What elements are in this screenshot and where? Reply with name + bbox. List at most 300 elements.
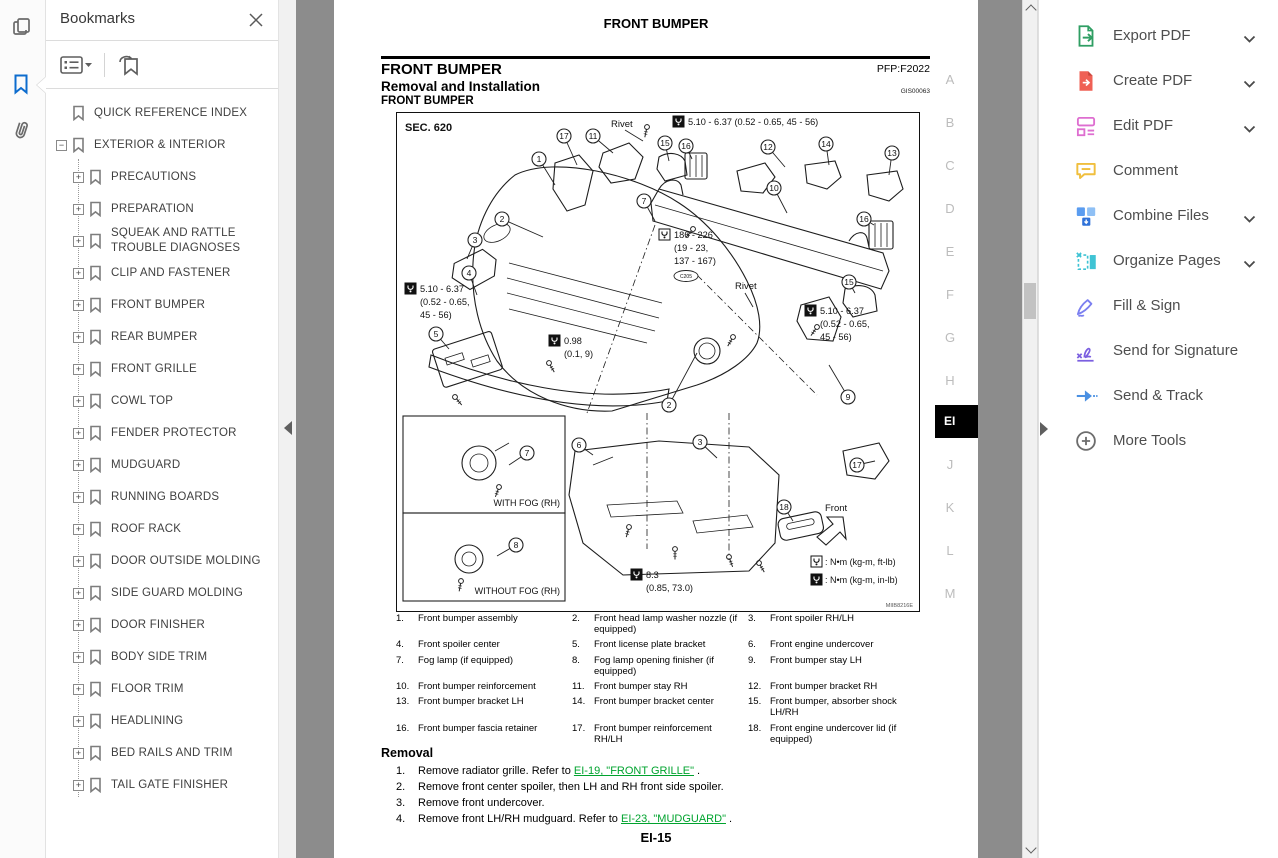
screws	[452, 124, 821, 592]
collapse-left-panel-icon[interactable]	[284, 421, 292, 435]
tool-combine-files[interactable]	[1039, 193, 1278, 238]
exploded-diagram	[396, 112, 920, 612]
bookmark-icon	[89, 777, 102, 793]
page-subsection: FRONT BUMPER	[381, 95, 474, 107]
part-number: 5.	[572, 639, 580, 651]
tool-export-pdf[interactable]	[1039, 13, 1278, 58]
bookmark-label: CLIP AND FASTENER	[111, 266, 231, 279]
part-item	[748, 681, 924, 692]
bookmark-item[interactable]	[56, 737, 278, 769]
part-name: Front bumper assembly	[418, 613, 518, 624]
attachments-icon[interactable]	[11, 118, 35, 142]
expand-box-icon[interactable]: +	[73, 332, 84, 343]
active-panel-notch	[37, 77, 46, 93]
step-text: Remove front undercover.	[418, 797, 545, 809]
bookmark-label: FLOOR TRIM	[111, 682, 184, 695]
step-number: 2.	[396, 781, 406, 793]
bookmark-icon	[89, 681, 102, 697]
bookmark-icon	[89, 393, 102, 409]
bookmark-label: HEADLINING	[111, 714, 184, 727]
torque-value: (19 - 23,	[674, 243, 709, 253]
callout-number: 17	[852, 460, 862, 470]
page-running-header: FRONT BUMPER	[603, 16, 709, 31]
torque-value: 186 - 226	[674, 230, 713, 240]
bookmark-icon	[89, 297, 102, 313]
bookmark-icon	[89, 425, 102, 441]
bookmark-icon	[89, 585, 102, 601]
bookmark-label: FRONT BUMPER	[111, 298, 206, 311]
part-name: Front spoiler RH/LH	[770, 613, 854, 624]
callout-number: 11	[588, 131, 598, 141]
expand-box-icon[interactable]: +	[73, 780, 84, 791]
part-item	[748, 639, 924, 650]
send-signature-icon	[1073, 338, 1099, 364]
part-number: 16.	[396, 722, 410, 734]
inset-caption: WITHOUT FOG (RH)	[474, 586, 560, 596]
callout-number: 2	[666, 400, 672, 410]
torque-value: 5.10 - 6.37 (0.52 - 0.65, 45 - 56)	[688, 117, 819, 127]
part-number: 10.	[396, 681, 410, 693]
bookmark-item[interactable]	[56, 321, 278, 353]
legend-torque-icon-ft	[811, 556, 822, 567]
tool-fill-sign[interactable]	[1039, 283, 1278, 328]
part-item	[748, 655, 924, 677]
bookmark-icon	[89, 329, 102, 345]
part-name: Front bumper reinforcement	[418, 681, 536, 693]
part-item	[572, 613, 748, 635]
page-number: EI-15	[640, 830, 672, 845]
expand-box-icon[interactable]: +	[73, 460, 84, 471]
bookmark-icon	[89, 713, 102, 729]
tool-organize-pages[interactable]	[1039, 238, 1278, 283]
part-number: 18.	[748, 722, 762, 734]
step-number: 4.	[396, 813, 406, 825]
expand-box-icon[interactable]: +	[73, 684, 84, 695]
bookmark-label: MUDGUARD	[111, 458, 181, 471]
part-name: Front spoiler center	[418, 639, 500, 651]
section-tab-l[interactable]: L	[946, 543, 954, 558]
organize-pages-icon	[1073, 248, 1099, 274]
section-tab-e[interactable]: E	[945, 244, 955, 259]
section-tab-active[interactable]: EI	[935, 405, 978, 438]
callout-number: 16	[859, 214, 869, 224]
expand-box-icon[interactable]: +	[73, 364, 84, 375]
part-item	[572, 655, 748, 677]
torque-value: 8.3	[646, 570, 659, 580]
bookmark-label: DOOR OUTSIDE MOLDING	[111, 554, 261, 567]
callout-number: 13	[887, 148, 897, 158]
chevron-down-icon[interactable]	[1243, 211, 1256, 229]
part-name: Front head lamp washer nozzle (if equipped)	[594, 613, 738, 636]
expand-box-icon[interactable]: +	[73, 428, 84, 439]
bookmarks-panel	[46, 0, 278, 858]
removal-steps	[396, 763, 906, 827]
tool-label: Organize Pages	[1113, 252, 1221, 269]
section-tab-c[interactable]: C	[945, 158, 955, 173]
bookmark-item[interactable]	[56, 353, 278, 385]
bookmark-item[interactable]	[56, 289, 278, 321]
bookmark-icon	[89, 649, 102, 665]
part-number: 4.	[396, 639, 404, 651]
expand-box-icon[interactable]: +	[73, 524, 84, 535]
bookmark-icon	[89, 617, 102, 633]
edit-pdf-icon	[1073, 113, 1099, 139]
bookmark-label: DOOR FINISHER	[111, 618, 205, 631]
section-tab-k[interactable]: K	[945, 500, 955, 515]
torque-value: (0.1, 9)	[564, 349, 594, 359]
bookmarks-header	[46, 0, 278, 41]
part-item	[572, 681, 748, 692]
section-tab-m[interactable]: M	[944, 586, 956, 601]
bookmark-icon	[72, 137, 85, 153]
bookmark-item[interactable]	[56, 257, 278, 289]
section-tab-j[interactable]: J	[946, 457, 954, 472]
parts-row	[396, 639, 928, 650]
section-tab-g[interactable]: G	[944, 330, 956, 345]
bookmark-item[interactable]	[56, 417, 278, 449]
callout-number: 10	[769, 183, 779, 193]
torque-icon-ft	[659, 229, 670, 240]
callout-number: 9	[845, 392, 851, 402]
bookmark-item[interactable]	[56, 225, 278, 257]
legend-torque-icon-in	[811, 574, 822, 585]
bookmark-label: COWL TOP	[111, 394, 174, 407]
bookmark-item[interactable]	[56, 449, 278, 481]
bookmark-icon	[89, 201, 102, 217]
parts-list	[396, 613, 928, 749]
bookmark-label: EXTERIOR & INTERIOR	[94, 138, 226, 151]
bookmark-item[interactable]	[56, 705, 278, 737]
bookmarks-toolbar	[46, 41, 278, 89]
part-item	[748, 723, 924, 745]
callout-number: 3	[472, 235, 478, 245]
document-area[interactable]	[296, 0, 1022, 858]
parts-row	[396, 613, 928, 635]
expand-box-icon[interactable]: +	[73, 204, 84, 215]
cross-reference-link[interactable]: EI-23, "MUDGUARD"	[620, 813, 726, 825]
torque-icon-in	[549, 335, 560, 346]
expand-box-icon[interactable]: +	[73, 396, 84, 407]
figure-code: MIIB8216E	[885, 603, 913, 609]
bookmark-item[interactable]	[56, 769, 278, 801]
torque-icon-in	[673, 116, 684, 127]
callout-number: 4	[466, 268, 472, 278]
parts-row	[396, 696, 928, 718]
callout-number: 1	[536, 154, 542, 164]
tool-create-pdf[interactable]	[1039, 58, 1278, 103]
torque-value: 5.10 - 6.37	[820, 306, 864, 316]
part-number: 8.	[572, 654, 580, 666]
removal-step	[396, 811, 906, 827]
doc-code: GIS00063	[900, 88, 930, 95]
legend-text: : N•m (kg-m, in-lb)	[825, 575, 898, 585]
tool-label: Comment	[1113, 162, 1179, 179]
callout-number: 14	[821, 139, 831, 149]
bookmark-label: QUICK REFERENCE INDEX	[94, 106, 248, 119]
tools-panel	[1038, 0, 1278, 858]
bookmark-icon	[89, 457, 102, 473]
section-tab-a[interactable]: A	[945, 72, 955, 87]
diagram-label: Rivet	[611, 119, 633, 130]
part-item	[572, 639, 748, 650]
part-item	[572, 696, 748, 718]
bookmark-item[interactable]	[56, 193, 278, 225]
bookmark-options-icon[interactable]	[60, 55, 92, 75]
diagram-label: Rivet	[735, 281, 757, 292]
bookmark-icon	[89, 265, 102, 281]
tool-label: Export PDF	[1113, 27, 1191, 44]
collapse-box-icon[interactable]: −	[56, 140, 67, 151]
part-number: 17.	[572, 722, 586, 734]
bookmark-icon	[89, 745, 102, 761]
callout-number: 16	[681, 141, 691, 151]
step-number: 3.	[396, 797, 406, 809]
tool-label: Send & Track	[1113, 387, 1204, 404]
tool-label: Fill & Sign	[1113, 297, 1181, 314]
part-item	[396, 681, 572, 692]
part-name: Front engine undercover lid (if equipped)	[770, 722, 897, 745]
bookmark-label: FRONT GRILLE	[111, 362, 197, 375]
tool-more-tools[interactable]	[1039, 418, 1278, 463]
part-number: 12.	[748, 681, 762, 693]
section-tab-b[interactable]: B	[945, 115, 955, 130]
expand-box-icon[interactable]: +	[73, 268, 84, 279]
part-item	[396, 696, 572, 718]
part-item	[748, 696, 924, 718]
bookmark-item[interactable]	[56, 545, 278, 577]
part-number: 11.	[572, 681, 585, 693]
section-rule	[381, 56, 930, 59]
part-name: Front bumper reinforcement RH/LH	[594, 722, 712, 745]
part-number: 6.	[748, 639, 756, 651]
vertical-scrollbar[interactable]	[1022, 0, 1038, 858]
chevron-down-icon[interactable]	[1243, 121, 1256, 139]
bookmark-label: BED RAILS AND TRIM	[111, 746, 233, 759]
part-name: Front bumper bracket RH	[770, 681, 878, 693]
bookmark-icon	[89, 169, 102, 185]
bookmark-item[interactable]	[56, 513, 278, 545]
fill-sign-icon	[1073, 293, 1099, 319]
tool-label: Edit PDF	[1113, 117, 1174, 134]
bookmark-icon	[89, 489, 102, 505]
bookmarks-title: Bookmarks	[60, 10, 136, 27]
callout-number: 15	[844, 277, 854, 287]
inset-caption: WITH FOG (RH)	[493, 498, 560, 508]
expand-box-icon[interactable]: +	[73, 652, 84, 663]
diagram-label: Front	[825, 503, 848, 514]
tool-send-for-signature[interactable]	[1039, 328, 1278, 373]
parts-row	[396, 723, 928, 745]
callout-number: 5	[433, 329, 439, 339]
bookmark-label: TAIL GATE FINISHER	[111, 778, 229, 791]
bookmark-item[interactable]	[56, 673, 278, 705]
removal-step	[396, 779, 906, 795]
part-number: 13.	[396, 696, 410, 708]
part-number: 1.	[396, 613, 404, 624]
torque-value: (0.52 - 0.65,	[420, 297, 470, 307]
part-name: Front bumper fascia retainer	[418, 722, 538, 734]
callout-number: 2	[499, 214, 505, 224]
close-icon[interactable]	[246, 10, 266, 30]
step-text: Remove radiator grille. Refer to EI-19, "FRONT GRILLE" .	[418, 765, 701, 777]
bookmark-label: RUNNING BOARDS	[111, 490, 220, 503]
connector-label: C205	[680, 274, 692, 280]
chevron-down-icon[interactable]	[1243, 31, 1256, 49]
bookmark-item[interactable]	[56, 129, 278, 161]
part-number: 14.	[572, 696, 586, 708]
callout-number: 17	[559, 131, 569, 141]
cross-reference-link[interactable]: EI-19, "FRONT GRILLE"	[573, 765, 694, 777]
new-bookmark-icon[interactable]	[117, 53, 145, 77]
collapse-right-panel-icon[interactable]	[1040, 422, 1048, 436]
tool-label: Create PDF	[1113, 72, 1193, 89]
part-name: Front bumper stay LH	[770, 654, 862, 666]
part-number: 3.	[748, 613, 756, 624]
section-tab-f[interactable]: F	[946, 287, 954, 302]
torque-value: (0.85, 73.0)	[646, 583, 693, 593]
torque-value: 45 - 56)	[420, 310, 452, 320]
bookmark-label: FENDER PROTECTOR	[111, 426, 237, 439]
part-item	[396, 723, 572, 745]
bookmark-label: SQUEAK AND RATTLE TROUBLE DIAGNOSES	[111, 227, 241, 254]
bookmark-label: ROOF RACK	[111, 522, 182, 535]
chevron-down-icon[interactable]	[1243, 76, 1256, 94]
toolbar-divider	[104, 53, 105, 77]
torque-value: 0.98	[564, 336, 582, 346]
torque-value: 137 - 167)	[674, 256, 716, 266]
part-number: 7.	[396, 654, 404, 666]
section-tab-d[interactable]: D	[945, 201, 955, 216]
comment-icon	[1073, 158, 1099, 184]
part-name: Front bumper stay RH	[594, 681, 688, 693]
part-name: Front license plate bracket	[594, 639, 706, 651]
step-number: 1.	[396, 765, 406, 777]
expand-box-icon[interactable]: +	[73, 236, 84, 247]
callout-number: 7	[524, 448, 530, 458]
panel-divider	[278, 0, 297, 858]
part-item	[572, 723, 748, 745]
callout-number: 7	[641, 196, 647, 206]
legend-text: : N•m (kg-m, ft-lb)	[825, 557, 896, 567]
part-number: 2.	[572, 613, 580, 624]
create-pdf-icon	[1073, 68, 1099, 94]
torque-icon-in	[805, 305, 816, 316]
scrollbar-thumb[interactable]	[1024, 283, 1036, 319]
page-subtitle: Removal and Installation	[381, 79, 541, 94]
bookmark-label: BODY SIDE TRIM	[111, 650, 208, 663]
expand-box-icon[interactable]: +	[73, 716, 84, 727]
removal-step	[396, 795, 906, 811]
part-name: Front bumper bracket LH	[418, 696, 524, 708]
bookmark-item[interactable]	[56, 97, 278, 129]
combine-files-icon	[1073, 203, 1099, 229]
part-number: 9.	[748, 654, 756, 666]
bookmark-icon	[72, 105, 85, 121]
bookmark-item[interactable]	[56, 161, 278, 193]
bookmark-tree	[46, 97, 278, 801]
bookmark-icon	[89, 233, 102, 249]
expand-box-icon[interactable]: +	[73, 172, 84, 183]
callout-number: 18	[779, 502, 789, 512]
callout-number: 12	[763, 142, 773, 152]
expand-box-icon[interactable]: +	[73, 748, 84, 759]
bookmarks-icon[interactable]	[11, 73, 35, 97]
bookmark-item[interactable]	[56, 385, 278, 417]
scroll-up-icon[interactable]	[1025, 4, 1036, 15]
part-name: Front bumper bracket center	[594, 696, 714, 708]
expand-box-icon[interactable]: +	[73, 588, 84, 599]
step-text: Remove front LH/RH mudguard. Refer to EI-23, "MUDGUARD" .	[418, 813, 733, 825]
bookmark-label: PRECAUTIONS	[111, 170, 197, 183]
torque-value: (0.52 - 0.65,	[820, 319, 870, 329]
scroll-down-icon[interactable]	[1025, 842, 1036, 853]
pdf-page	[334, 0, 978, 858]
part-item	[396, 655, 572, 677]
callout-number: 8	[513, 540, 519, 550]
bookmark-label: PREPARATION	[111, 202, 194, 215]
removal-heading: Removal	[381, 746, 434, 760]
section-tab-h[interactable]: H	[945, 373, 955, 388]
bookmark-item[interactable]	[56, 577, 278, 609]
part-number: 15.	[748, 696, 762, 708]
bookmark-icon	[89, 361, 102, 377]
bookmark-item[interactable]	[56, 481, 278, 513]
tool-label: Combine Files	[1113, 207, 1209, 224]
part-name: Fog lamp (if equipped)	[418, 654, 514, 666]
part-item	[748, 613, 924, 635]
tool-comment[interactable]	[1039, 148, 1278, 193]
expand-box-icon[interactable]: +	[73, 556, 84, 567]
pfp-code: PFP:F2022	[876, 63, 930, 75]
callout-number: 15	[660, 138, 670, 148]
part-item	[396, 613, 572, 635]
send-track-icon	[1073, 383, 1099, 409]
bookmark-label: REAR BUMPER	[111, 330, 198, 343]
part-name: Front bumper, absorber shock LH/RH	[770, 696, 897, 719]
export-pdf-icon	[1073, 23, 1099, 49]
more-tools-icon	[1073, 428, 1099, 454]
bookmark-label: SIDE GUARD MOLDING	[111, 586, 244, 599]
tool-label: More Tools	[1113, 432, 1187, 449]
chevron-down-icon[interactable]	[1243, 256, 1256, 274]
page-thumbnails-icon[interactable]	[11, 16, 35, 40]
bookmark-icon	[89, 521, 102, 537]
bookmark-item[interactable]	[56, 609, 278, 641]
expand-box-icon[interactable]: +	[73, 492, 84, 503]
part-name: Front engine undercover	[770, 639, 874, 651]
callout-number: 6	[576, 440, 582, 450]
bookmark-icon	[89, 553, 102, 569]
expand-box-icon[interactable]: +	[73, 300, 84, 311]
parts-row	[396, 681, 928, 692]
removal-step	[396, 763, 906, 779]
section-title: FRONT BUMPER	[381, 61, 502, 78]
bookmark-item[interactable]	[56, 641, 278, 673]
tool-send-track[interactable]	[1039, 373, 1278, 418]
expand-box-icon[interactable]: +	[73, 620, 84, 631]
step-text: Remove front center spoiler, then LH and RH front side spoiler.	[418, 781, 724, 793]
torque-value: 5.10 - 6.37	[420, 284, 464, 294]
left-icon-rail	[0, 0, 46, 858]
part-item	[396, 639, 572, 650]
diagram-label: SEC. 620	[405, 122, 453, 134]
torque-value: 45 - 56)	[820, 332, 852, 342]
part-name: Fog lamp opening finisher (if equipped)	[594, 654, 714, 677]
torque-icon-in	[631, 569, 642, 580]
parts-row	[396, 655, 928, 677]
tool-label: Send for Signature	[1113, 342, 1239, 359]
tool-edit-pdf[interactable]	[1039, 103, 1278, 148]
